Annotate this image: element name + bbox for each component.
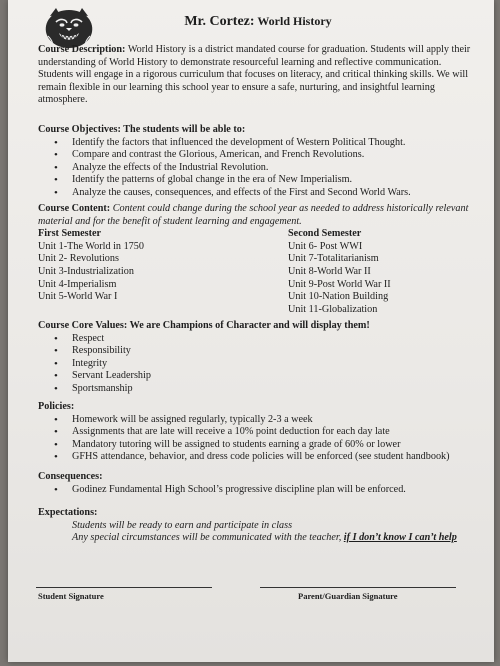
policies-heading: Policies: <box>38 401 75 412</box>
values-heading: Course Core Values: We are Champions of Character and will display them! <box>38 320 370 331</box>
semester-columns <box>38 228 476 316</box>
parent-signature-label: Parent/Guardian Signature <box>298 591 398 601</box>
list-item: • Analyze the effects of the Industrial Revolution. <box>72 162 476 175</box>
values-list <box>38 333 476 396</box>
expectation-emphasis: if I don’t know I can’t help <box>343 532 457 544</box>
list-item: • Compare and contrast the Glorious, American, and French Revolutions. <box>72 149 476 162</box>
description-label: Course Description: <box>38 44 126 55</box>
list-item: Unit 5-World War I <box>38 291 118 303</box>
list-item: • Mandatory tutoring will be assigned to students earning a grade of 60% or lower <box>72 439 476 452</box>
content-note: Content could change during the school year as needed to address historically relevant material and for the benefit of student learning and engagement. <box>38 203 469 227</box>
expectations <box>38 507 476 545</box>
list-item: • Homework will be assigned regularly, typically 2-3 a week <box>72 414 476 427</box>
list-item: Unit 2- Revolutions <box>38 253 119 265</box>
expectation-line-2-text: Any special circumstances will be communicated with the teacher, <box>72 532 344 544</box>
expectations-heading: Expectations: <box>38 507 98 518</box>
list-item: • Godinez Fundamental High School’s progressive discipline plan will be enforced. <box>72 484 476 497</box>
content-label: Course Content: <box>38 203 111 214</box>
course-description <box>38 44 476 107</box>
policies <box>38 401 476 464</box>
list-item: • Assignments that are late will receive a 10% point deduction for each day late <box>72 426 476 439</box>
teacher-name: Mr. Cortez: <box>184 14 255 29</box>
second-semester <box>288 228 476 316</box>
list-item: Unit 4-Imperialism <box>38 278 117 290</box>
consequences <box>38 471 476 496</box>
list-item: Unit 7-Totalitarianism <box>288 253 379 265</box>
description-text: World History is a district mandated course for graduation. Students will apply their understanding of World History to demonstrate resourceful learning and reflective communication. Students will engage in a rigorous curriculum that focuses on literacy, and critical thinking skills. We will remain flexible in our learning this school year to ensure a safe, nurturing, and insightful learning atmosphere. <box>38 44 471 106</box>
list-item: Unit 6- Post WWI <box>288 240 363 252</box>
list-item: Unit 11-Globalization <box>288 303 378 315</box>
student-signature-label: Student Signature <box>38 591 104 601</box>
list-item: • Sportsmanship <box>72 383 476 396</box>
first-semester <box>38 228 288 316</box>
expectation-line-2 <box>38 532 476 545</box>
first-semester-heading: First Semester <box>38 228 102 240</box>
list-item: • Servant Leadership <box>72 370 476 383</box>
list-item: • Responsibility <box>72 345 476 358</box>
list-item: Unit 8-World War II <box>288 265 371 277</box>
list-item: Unit 1-The World in 1750 <box>38 240 144 252</box>
list-item: Unit 10-Nation Building <box>288 291 389 303</box>
course-name: World History <box>257 14 332 28</box>
list-item: • Identify the patterns of global change in the era of New Imperialism. <box>72 174 476 187</box>
policies-list <box>38 414 476 464</box>
list-item: • GFHS attendance, behavior, and dress code policies will be enforced (see student handbook) <box>72 451 476 464</box>
parent-signature-line[interactable] <box>260 587 456 588</box>
second-semester-heading: Second Semester <box>288 228 362 240</box>
student-signature-line[interactable] <box>36 587 212 588</box>
consequences-heading: Consequences: <box>38 471 103 482</box>
expectation-line-1: Students will be ready to earn and participate in class <box>72 519 293 531</box>
list-item: • Analyze the causes, consequences, and effects of the First and Second World Wars. <box>72 187 476 200</box>
consequences-list <box>38 484 476 497</box>
objectives-list <box>38 137 476 200</box>
objectives-heading: Course Objectives: The students will be able to: <box>38 124 246 135</box>
core-values <box>38 320 476 396</box>
list-item: • Identify the factors that influenced the development of Western Political Thought. <box>72 137 476 150</box>
page-title <box>22 14 494 30</box>
list-item: • Integrity <box>72 358 476 371</box>
course-content <box>38 203 476 316</box>
course-objectives <box>38 124 476 200</box>
list-item: Unit 3-Industrialization <box>38 265 134 277</box>
syllabus-page <box>8 0 494 662</box>
list-item: Unit 9-Post World War II <box>288 278 391 290</box>
list-item: • Respect <box>72 333 476 346</box>
